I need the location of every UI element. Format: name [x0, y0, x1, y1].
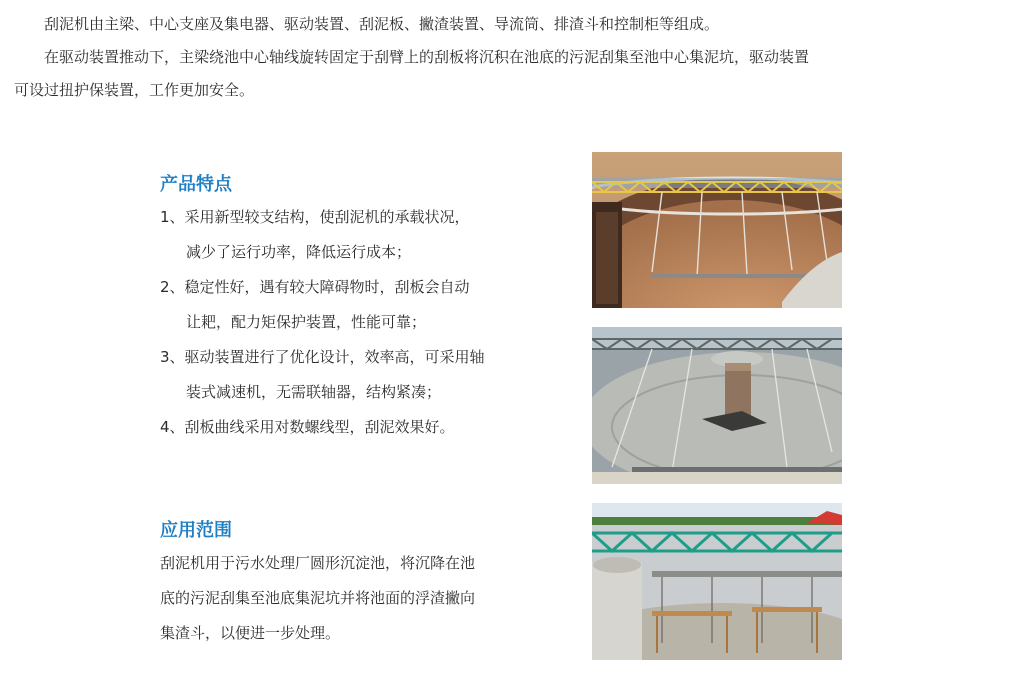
feature-line-2: 2、稳定性好，遇有较大障碍物时，刮板会自动 — [160, 278, 470, 296]
feature-line-1-cont: 减少了运行功率，降低运行成本； — [186, 243, 412, 261]
photo-tank-center-column — [592, 327, 842, 484]
feature-line-2-cont: 让耙，配力矩保护装置，性能可靠； — [186, 313, 427, 331]
application-line-3: 集渣斗，以便进一步处理。 — [160, 624, 341, 642]
intro-paragraph-2-cont: 可设过扭护保装置，工作更加安全。 — [14, 81, 255, 99]
photo-tank-truss — [592, 152, 842, 308]
intro-paragraph-2: 在驱动装置推动下，主梁绕池中心轴线旋转固定于刮臂上的刮板将沉积在池底的污泥刮集至池中心集泥坑，驱动装置 — [44, 48, 810, 66]
features-list — [160, 200, 580, 445]
feature-line-3: 3、驱动装置进行了优化设计，效率高，可采用轴 — [160, 348, 485, 366]
application-heading: 应用范围 — [160, 520, 232, 541]
application-text — [160, 546, 580, 651]
application-line-1: 刮泥机用于污水处理厂圆形沉淀池，将沉降在池 — [160, 554, 476, 572]
intro-text — [14, 8, 1014, 107]
photo-tank-green-bridge — [592, 503, 842, 660]
application-line-2: 底的污泥刮集至池底集泥坑并将池面的浮渣撇向 — [160, 589, 476, 607]
feature-line-1: 1、采用新型较支结构，使刮泥机的承载状况， — [160, 208, 470, 226]
feature-line-4: 4、刮板曲线采用对数螺线型，刮泥效果好。 — [160, 418, 455, 436]
intro-paragraph-1: 刮泥机由主梁、中心支座及集电器、驱动装置、刮泥板、撇渣装置、导流筒、排渣斗和控制柜等组成。 — [44, 15, 720, 33]
features-heading: 产品特点 — [160, 174, 232, 195]
feature-line-3-cont: 装式减速机，无需联轴器，结构紧凑； — [186, 383, 442, 401]
